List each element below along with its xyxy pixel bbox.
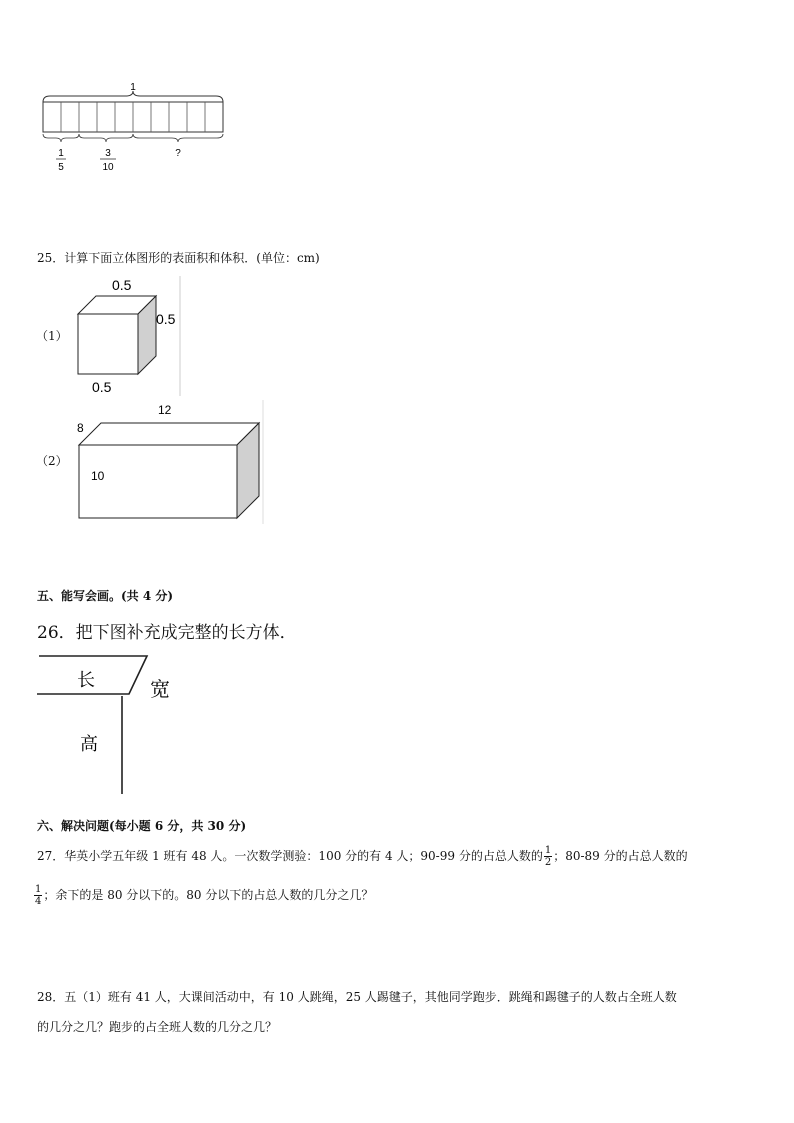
seg1-num: 1 <box>58 148 64 159</box>
cuboid-top-face <box>79 423 259 445</box>
bar-total-label: 1 <box>130 82 136 93</box>
cube-top-label: 0.5 <box>112 277 132 293</box>
incomplete-cuboid <box>34 648 194 798</box>
fraction-bar-diagram <box>36 78 236 178</box>
bottom-brace-1 <box>43 134 79 142</box>
question-25: 25．计算下面立体图形的表面积和体积．(单位：cm) <box>37 251 320 265</box>
cube-bottom-label: 0.5 <box>92 379 112 395</box>
cuboid-length-label: 12 <box>158 403 172 417</box>
figure-2-label: （2） <box>36 454 68 468</box>
question-26: 26．把下图补充成完整的长方体． <box>37 623 297 643</box>
label-long: 长 <box>77 670 95 691</box>
seg1-den: 5 <box>58 162 64 173</box>
seg2-den: 10 <box>102 162 114 173</box>
top-brace <box>43 91 223 102</box>
q27-frac-quarter: $\frac{1}{4}$ <box>35 884 42 907</box>
bottom-brace-2 <box>79 134 133 142</box>
cube-front-face <box>78 314 138 374</box>
q27-part3: ；余下的是 80 分以下的。80 分以下的占总人数的几分之几？ <box>43 888 374 902</box>
figure-1-label: （1） <box>36 329 68 343</box>
label-high: 高 <box>80 734 98 755</box>
section-5-title: 五、能写会画。(共 4 分) <box>37 589 174 603</box>
cube-figure <box>70 272 185 397</box>
unknown-label: ? <box>175 148 181 159</box>
question-27-line2 <box>33 884 373 907</box>
cube-right-label: 0.5 <box>156 311 176 327</box>
label-wide: 宽 <box>150 677 170 701</box>
section-6-title: 六、解决问题(每小题 6 分，共 30 分) <box>37 819 247 833</box>
cuboid-height-label: 10 <box>91 469 105 483</box>
q27-part2: ；80-89 分的占总人数的 <box>553 849 688 863</box>
question-28-line2: 的几分之几？跑步的占全班人数的几分之几？ <box>37 1020 278 1034</box>
question-27-line1 <box>37 845 688 868</box>
cuboid-width-label: 8 <box>77 421 84 435</box>
cuboid-figure <box>72 398 267 526</box>
question-28-line1: 28．五（1）班有 41 人，大课间活动中，有 10 人跳绳，25 人踢毽子，其他同学跑步．跳绳和踢毽子的人数占全班人数 <box>37 990 677 1004</box>
q27-part1: 27．华英小学五年级 1 班有 48 人。一次数学测验：100 分的有 4 人；90-99 分的占总人数的 <box>37 849 543 863</box>
q27-frac-half: $\frac{1}{2}$ <box>544 845 552 868</box>
seg2-num: 3 <box>105 148 111 159</box>
bottom-brace-3 <box>133 134 223 142</box>
